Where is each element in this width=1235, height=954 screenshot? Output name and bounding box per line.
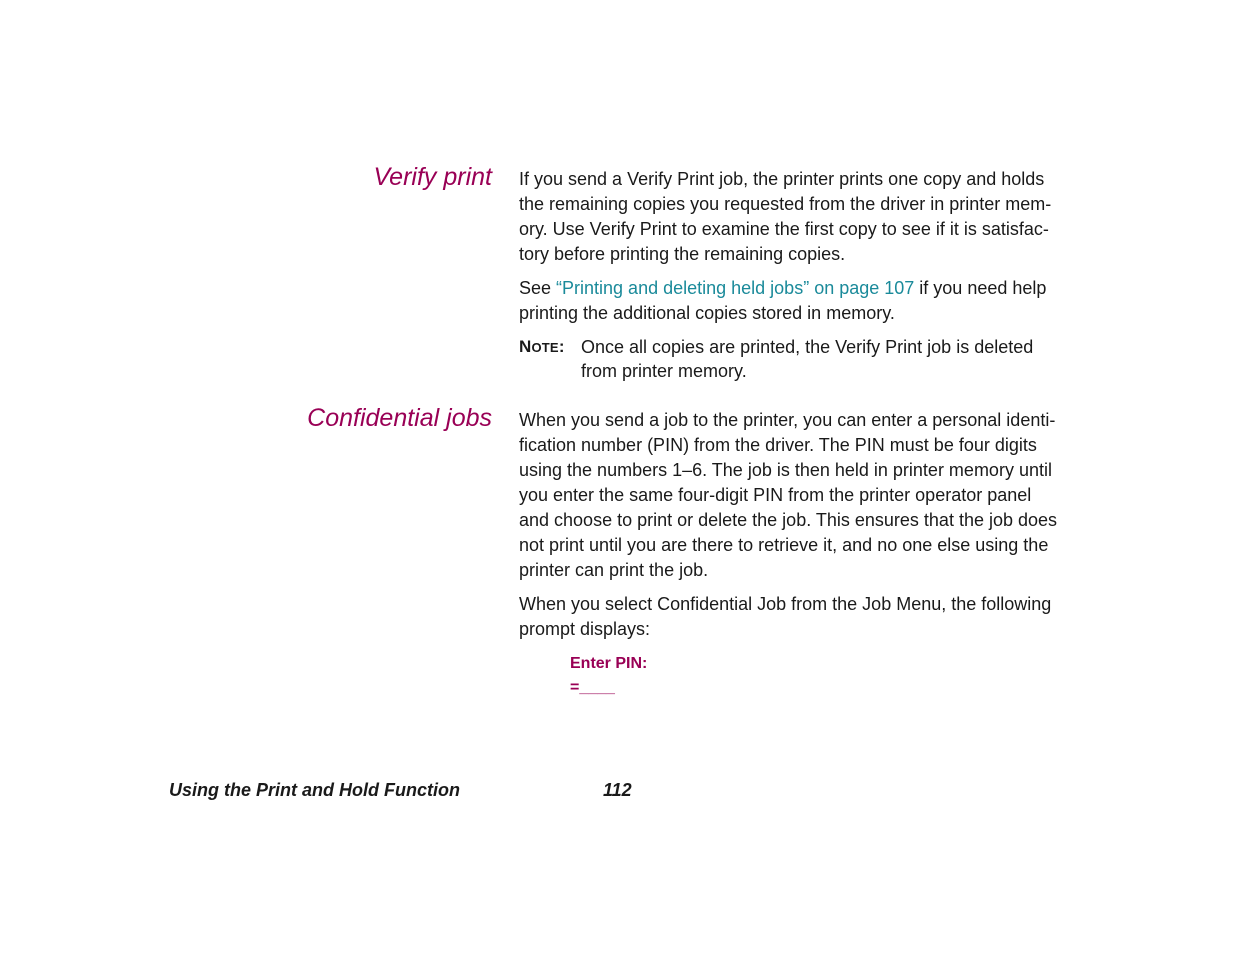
operator-panel-prompt [570,652,647,700]
text-line: and choose to print or delete the job. This ensures that the job does [519,510,1058,530]
text-line: not print until you are there to retrieve it, and no one else using the [519,535,1049,555]
note-label-rest: OTE [531,340,559,355]
footer-page-number: 112 [603,780,632,800]
note-label-initial: N [519,337,532,356]
text-line: ory. Use Verify Print to examine the first copy to see if it is satisfac- [519,219,1049,239]
footer-chapter-title: Using the Print and Hold Function [169,780,460,800]
text-line: using the numbers 1–6. The job is then held in printer memory until [519,460,1052,480]
text-line: If you send a Verify Print job, the printer prints one copy and holds [519,169,1045,189]
confidential-jobs-paragraph [519,408,1084,583]
text-line: When you select Confidential Job from the Job Menu, the following [519,594,1052,614]
text-line: tory before printing the remaining copies. [519,244,846,264]
prompt-line-pin-entry: =____ [570,679,615,696]
see-prefix: See [519,278,557,298]
note-label-colon: : [558,337,565,356]
text-line: prompt displays: [519,619,651,639]
see-suffix: if you need help [914,278,1047,298]
text-line: from printer memory. [581,361,747,381]
text-line: the remaining copies you requested from the driver in printer mem- [519,194,1052,214]
see-reference-paragraph [519,276,1084,326]
text-line: printing the additional copies stored in memory. [519,303,895,323]
text-line: fication number (PIN) from the driver. The PIN must be four digits [519,435,1037,455]
note-label [519,335,565,360]
heading-confidential-jobs: Confidential jobs [307,404,492,432]
text-line: When you send a job to the printer, you can enter a personal identi- [519,410,1056,430]
cross-reference-link[interactable]: “Printing and deleting held jobs” on page 107 [556,278,915,298]
heading-verify-print: Verify print [373,163,492,191]
text-line [519,276,1084,301]
text-line: you enter the same four-digit PIN from the printer operator panel [519,485,1032,505]
text-line: printer can print the job. [519,560,709,580]
note-text [581,335,1081,383]
prompt-intro-paragraph [519,592,1084,642]
verify-print-paragraph [519,167,1084,267]
prompt-line-enter-pin: Enter PIN: [570,655,648,672]
text-line: Once all copies are printed, the Verify Print job is deleted [581,337,1034,357]
